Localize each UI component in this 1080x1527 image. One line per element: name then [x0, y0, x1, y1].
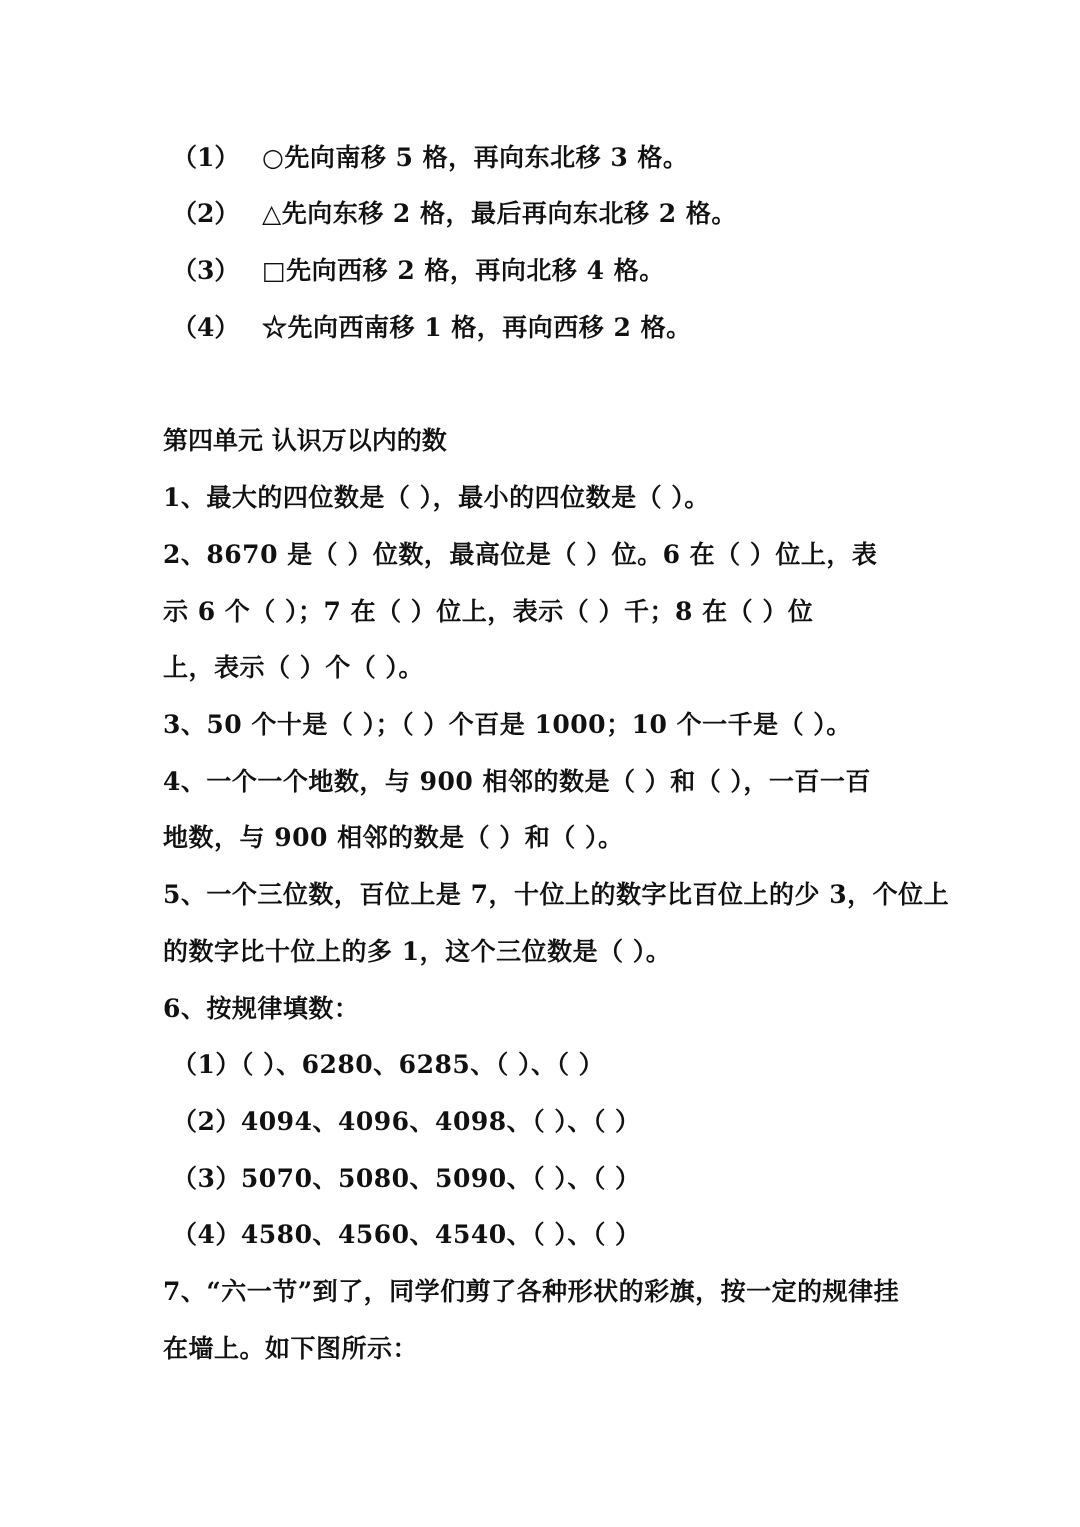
item-text: ☆先向西南移 1 格，再向西移 2 格。: [262, 313, 692, 342]
sequence-item: （2）4094、4096、4098、（ ）、（ ）: [172, 1107, 641, 1136]
question-5-line-2: 的数字比十位上的多 1，这个三位数是（ ）。: [163, 937, 672, 966]
question-2-line-2: 示 6 个（ ）；7 在（ ）位上，表示（ ）千；8 在（ ）位: [163, 597, 814, 626]
item-index: （2）: [172, 199, 240, 228]
sequence-item: （1）（ ）、6280、6285、（ ）、（ ）: [172, 1050, 605, 1079]
question-7-line-1: 7、“六一节”到了，同学们剪了各种形状的彩旗，按一定的规律挂: [163, 1277, 900, 1306]
question-5-line-1: 5、一个三位数，百位上是 7，十位上的数字比百位上的少 3，个位上: [163, 880, 950, 909]
question-7-line-2: 在墙上。如下图所示：: [163, 1334, 419, 1363]
question-1: 1、最大的四位数是（ ），最小的四位数是（ ）。: [163, 483, 710, 512]
item-text: △先向东移 2 格，最后再向东北移 2 格。: [262, 199, 737, 228]
item-index: （3）: [172, 256, 240, 285]
unit-title: 第四单元 认识万以内的数: [163, 426, 447, 455]
item-text: □先向西移 2 格，再向北移 4 格。: [262, 256, 665, 285]
item-index: （1）: [172, 143, 240, 172]
question-2-line-1: 2、8670 是（ ）位数，最高位是（ ）位。6 在（ ）位上，表: [163, 540, 878, 569]
question-6: 6、按规律填数：: [163, 994, 360, 1023]
sequence-item: （3）5070、5080、5090、（ ）、（ ）: [172, 1164, 641, 1193]
item-index: （4）: [172, 313, 240, 342]
question-3: 3、50 个十是（ ）；（ ）个百是 1000；10 个一千是（ ）。: [163, 710, 852, 739]
sequence-item: （4）4580、4560、4540、（ ）、（ ）: [172, 1220, 641, 1249]
question-4-line-2: 地数，与 900 相邻的数是（ ）和（ ）。: [163, 823, 624, 852]
question-4-line-1: 4、一个一个地数，与 900 相邻的数是（ ）和（ ），一百一百: [163, 767, 871, 796]
item-text: ○先向南移 5 格，再向东北移 3 格。: [262, 143, 689, 172]
question-2-line-3: 上，表示（ ）个（ ）。: [163, 653, 424, 682]
